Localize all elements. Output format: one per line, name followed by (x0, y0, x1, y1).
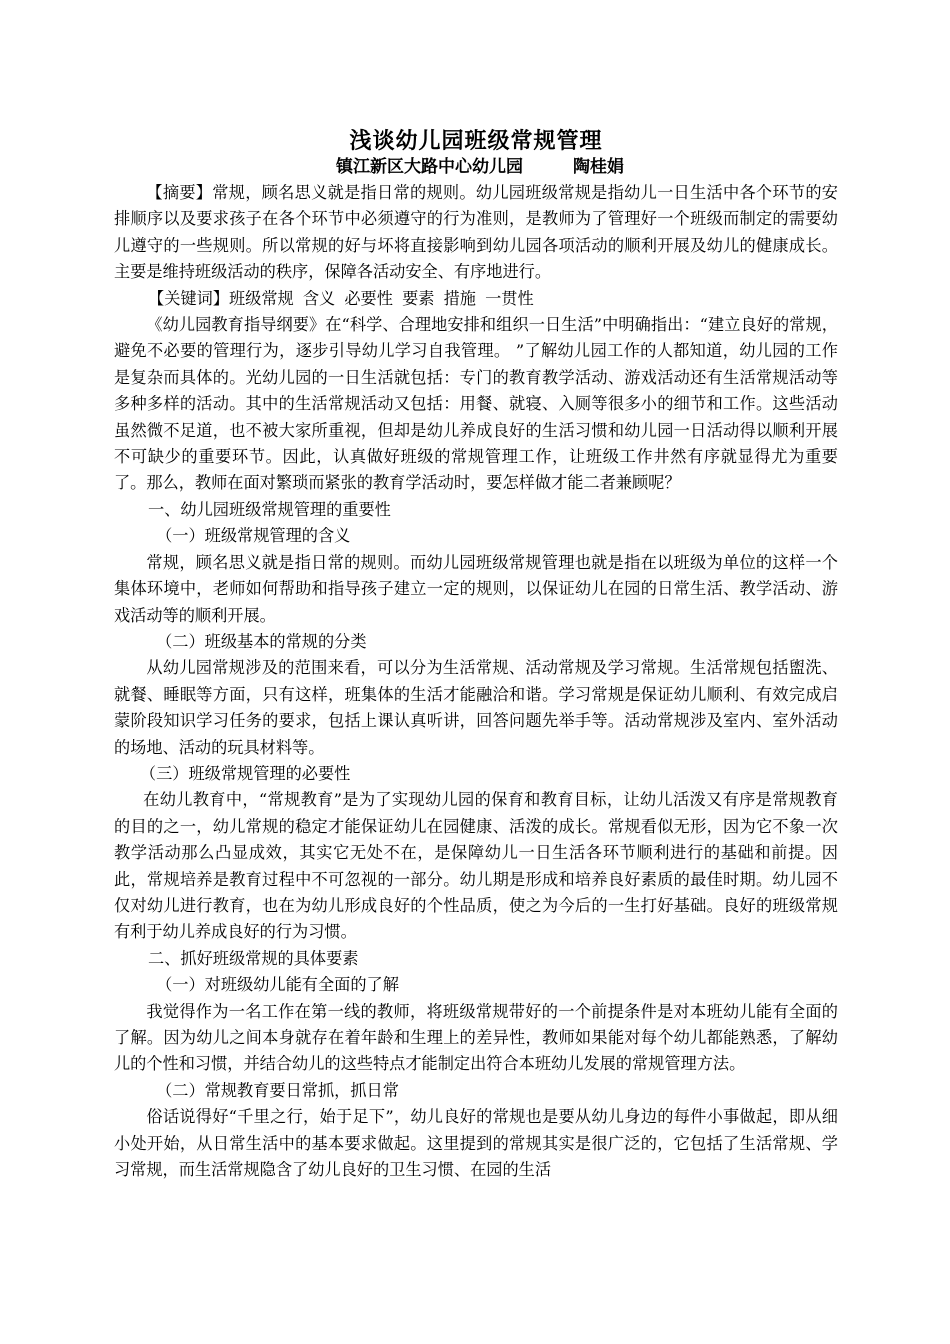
section-1-2-heading: （二）班级基本的常规的分类 (156, 631, 367, 651)
affiliation: 镇江新区大路中心幼儿园 (336, 157, 523, 177)
document-page (114, 128, 838, 1183)
author: 陶桂娟 (573, 157, 624, 177)
section-1-3-heading: （三）班级常规管理的必要性 (139, 763, 351, 783)
section-1-3-paragraph: 在幼儿教育中，“常规教育”是为了实现幼儿园的保育和教育目标，让幼儿活泼又有序是常规教育的目的之一，幼儿常规的稳定才能保证幼儿在园健康、活泼的成长。常规看似无形，因为它不象一次教学活动那么凸显成效，其实它无处不在，是保障幼儿一日生活各环节顺利进行的基础和前提。因此，常规培养是教育过程中不可忽视的一部分。幼儿期是形成和培养良好素质的最佳时期。幼儿园不仅对幼儿进行教育，也在为幼儿形成良好的个性品质，使之为今后的一生打好基础。良好的班级常规有利于幼儿养成良好的行为习惯。 (114, 790, 838, 942)
intro-paragraph: 《幼儿园教育指导纲要》在“科学、合理地安排和组织一日生活”中明确指出：“建立良好的常规，避免不必要的管理行为，逐步引导幼儿学习自我管理。 ”了解幼儿园工作的人都知道，幼儿园的工作是复杂而具体的。光幼儿园的一日生活就包括：专门的教育教学活动、游戏活动还有生活常规活动等多种多样的活动。其中的生活常规活动又包括：用餐、就寝、入厕等很多小的细节和工作。这些活动虽然微不足道，也不被大家所重视，但却是幼儿养成良好的生活习惯和幼儿园一日活动得以顺利开展不可缺少的重要环节。因此，认真做好班级的常规管理工作，让班级工作井然有序就显得尤为重要了。那么，教师在面对繁琐而紧张的教育学活动时，要怎样做才能二者兼顾呢？ (114, 315, 838, 493)
keywords-line: 【关键词】班级常规 含义 必要性 要素 措施 一贯性 (148, 288, 534, 308)
section-2-1-paragraph: 我觉得作为一名工作在第一线的教师，将班级常规带好的一个前提条件是对本班幼儿能有全面的了解。因为幼儿之间本身就存在着年龄和生理上的差异性，教师如果能对每个幼儿都能熟悉，了解幼儿的个性和习惯，并结合幼儿的这些特点才能制定出符合本班幼儿发展的常规管理方法。 (114, 1001, 838, 1074)
section-2-2-heading: （二）常规教育要日常抓，抓日常 (156, 1080, 399, 1100)
abstract-paragraph: 【摘要】常规，顾名思义就是指日常的规则。幼儿园班级常规是指幼儿一日生活中各个环节的安排顺序以及要求孩子在各个环节中必须遵守的行为准则，是教师为了管理好一个班级而制定的需要幼儿遵守的一些规则。所以常规的好与坏将直接影响到幼儿园各项活动的顺利开展及幼儿的健康成长。主要是维持班级活动的秩序，保障各活动安全、有序地进行。 (114, 183, 838, 282)
section-2-1-heading: （一）对班级幼儿能有全面的了解 (156, 975, 399, 995)
byline (122, 154, 838, 180)
section-1-1-paragraph: 常规，顾名思义就是指日常的规则。而幼儿园班级常规管理也就是指在以班级为单位的这样一个集体环境中，老师如何帮助和指导孩子建立一定的规则，以保证幼儿在园的日常生活、教学活动、游戏活动等的顺利开展。 (114, 552, 838, 625)
section-1-2-paragraph: 从幼儿园常规涉及的范围来看，可以分为生活常规、活动常规及学习常规。生活常规包括盥洗、就餐、睡眠等方面，只有这样，班集体的生活才能融洽和谐。学习常规是保证幼儿顺利、有效完成启蒙阶段知识学习任务的要求，包括上课认真听讲，回答问题先举手等。活动常规涉及室内、室外活动的场地、活动的玩具材料等。 (114, 658, 838, 757)
document-title: 浅谈幼儿园班级常规管理 (349, 128, 603, 154)
section-2-heading: 二、抓好班级常规的具体要素 (148, 948, 359, 968)
section-1-1-heading: （一）班级常规管理的含义 (156, 526, 351, 546)
section-2-2-paragraph: 俗话说得好“千里之行，始于足下”，幼儿良好的常规也是要从幼儿身边的每件小事做起，即从细小处开始，从日常生活中的基本要求做起。这里提到的常规其实是很广泛的，它包括了生活常规、学习常规，而生活常规隐含了幼儿良好的卫生习惯、在园的生活 (114, 1107, 838, 1180)
section-1-heading: 一、幼儿园班级常规管理的重要性 (148, 499, 391, 519)
